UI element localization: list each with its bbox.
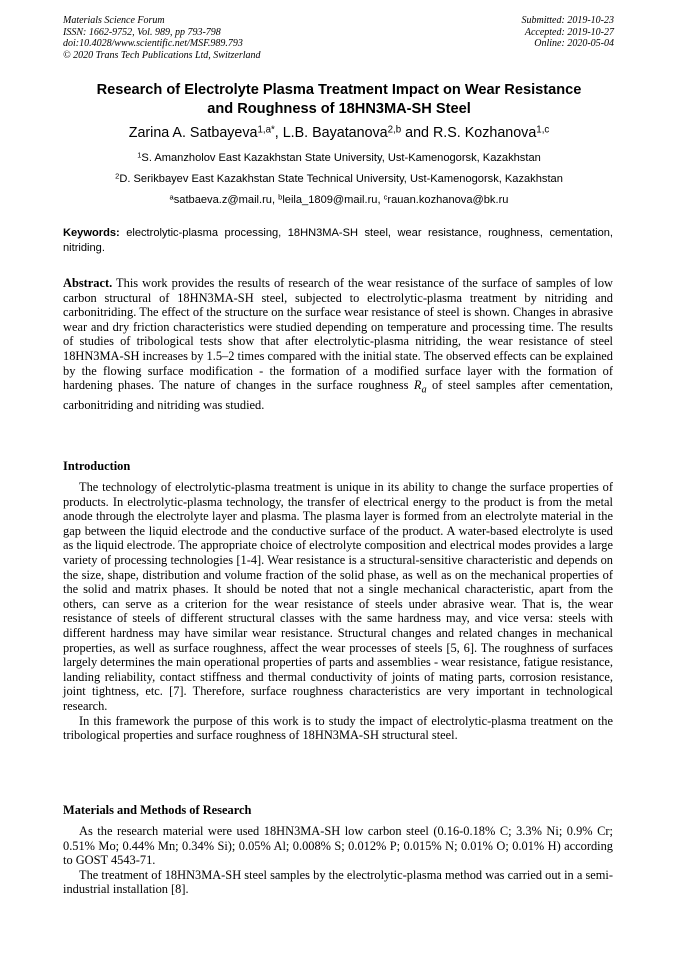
email-c: rauan.kozhanova@bk.ru — [387, 194, 509, 206]
introduction-paragraph-2: In this framework the purpose of this work is to study the impact of electrolytic-plasma treatment on the tribological properties and surface roughness of 18HN3MA-SH structural steel. — [63, 713, 613, 743]
author-2-affiliation-mark: 2,b — [387, 124, 402, 136]
journal-issn: ISSN: 1662-9752, Vol. 989, pp 793-798 — [63, 26, 221, 38]
introduction-body — [63, 480, 613, 743]
author-separator-1: , — [274, 125, 283, 141]
abstract — [63, 276, 613, 413]
author-1-name: Zarina A. Satbayeva — [128, 125, 258, 141]
submission-dates — [522, 15, 615, 50]
keywords-text: electrolytic-plasma processing, 18HN3MA-SH steel, wear resistance, roughness, cementation, nitriding. — [63, 227, 613, 254]
materials-paragraph-1: As the research material were used 18HN3MA-SH low carbon steel (0.16-0.18% C; 3.3% Ni; 0.9% Cr; 0.51% Mo; 0.44% Mn; 0.34% Si); 0.05% Al; 0.008% S; 0.012% P; 0.015% N; 0.01% O; 0.01% H) according to GOST 4543-71. — [63, 824, 613, 868]
author-3-affiliation-mark: 1,c — [536, 124, 550, 136]
materials-paragraph-2: The treatment of 18HN3MA-SH steel samples by the electrolytic-plasma method was carried out in a semi-industrial installation [8]. — [63, 867, 613, 897]
affiliation-2-mark: 2 — [115, 171, 120, 181]
email-a-mark: a — [169, 192, 174, 202]
title-line-2: and Roughness of 18HN3MA-SH Steel — [207, 101, 471, 117]
journal-info — [63, 15, 261, 61]
abstract-text-1: This work provides the results of research of the wear resistance of the surface of samples of low carbon structural of 18HN3MA-SH steel, subjected to electrolytic-plasma treatment by nitriding and carbonitriding. The effect of the structure on the surface wear resistance of steel is shown. Changes in abrasive wear and dry friction characteristics were studied depending on temperature and processing time. The results of studies of tribological tests show that after electrolytic-plasma nitriding, the wear resistance of steel 18HN3MA-SH increases by 1.5–2 times compared with the initial state. The observed effects can be explained by the flowing surface modification - the formation of a modified surface layer with the formation of hardening phases. The nature of changes in the surface roughness — [63, 276, 613, 393]
date-accepted: Accepted: 2019-10-27 — [524, 26, 614, 38]
affiliation-2-text: D. Serikbayev East Kazakhstan State Technical University, Ust-Kamenogorsk, Kazakhstan — [119, 173, 563, 185]
journal-copyright: © 2020 Trans Tech Publications Ltd, Switzerland — [63, 49, 261, 61]
author-list — [40, 124, 638, 142]
journal-name: Materials Science Forum — [63, 15, 165, 26]
author-3-name: R.S. Kozhanova — [432, 125, 537, 141]
author-separator-2: and — [401, 125, 433, 141]
email-a: satbaeva.z@mail.ru, — [173, 194, 279, 206]
introduction-paragraph-1: The technology of electrolytic-plasma treatment is unique in its ability to change the surface properties of products. In electrolytic-plasma technology, the transfer of electrical energy to the product is from the metal anode through the electrolyte layer and plasma. The plasma layer is formed from an electrolyte material in the gap between the liquid electrode and the conductive surface of the product. A water-based electrolyte is used as the liquid electrode. The appropriate choice of electrolyte composition and electrical modes provides a large variety of processing technologies [1-4]. Wear resistance is a structural-sensitive characteristic and depends on the size, shape, distribution and volume fraction of the solid phase, as well as on the mechanical properties of the solid and matrix phases. It should be noted that not a single mechanical characteristic, apart from the others, can serve as a criterion for the wear resistance of steels under abrasive wear. That is, the wear resistance of steels of different structural classes with the same hardness may, and vice versa: steels with different hardness may have similar wear resistance. Structural changes and related changes in mechanical properties, as well as surface roughness, affect the wear processes of steels [5, 6]. The roughness of surfaces largely determines the main operational properties of parts and assemblies - wear resistance, fatigue resistance, landing reliability, contact stiffness and thermal conductivity of joints of mating parts, corrosion resistance, joint tightness, etc. [7]. Therefore, surface roughness characteristics are very important in technological research. — [63, 480, 613, 713]
keywords-label: Keywords: — [63, 227, 120, 239]
date-submitted: Submitted: 2019-10-23 — [521, 15, 614, 26]
email-c-mark: c — [383, 192, 388, 202]
affiliation-1-text: S. Amanzholov East Kazakhstan State University, Ust-Kamenogorsk, Kazakhstan — [141, 152, 541, 164]
paper-title — [40, 81, 638, 119]
keywords — [63, 226, 613, 255]
abstract-label: Abstract. — [63, 276, 113, 290]
roughness-subscript: a — [421, 384, 427, 396]
roughness-symbol: R — [413, 378, 422, 393]
author-1-affiliation-mark: 1,a* — [257, 124, 275, 136]
title-line-1: Research of Electrolyte Plasma Treatment Impact on Wear Resistance — [96, 82, 582, 98]
author-2-name: L.B. Bayatanova — [282, 125, 388, 141]
email-b-mark: b — [278, 192, 283, 202]
affiliation-1-mark: 1 — [137, 150, 142, 160]
introduction-heading: Introduction — [63, 459, 131, 473]
journal-doi: doi:10.4028/www.scientific.net/MSF.989.793 — [63, 38, 243, 49]
abstract-text-2: of steel samples after cementation, carbonitriding and nitriding was studied. — [63, 378, 613, 413]
affiliation-2 — [40, 172, 638, 186]
materials-heading: Materials and Methods of Research — [63, 803, 252, 817]
affiliation-1 — [40, 151, 638, 165]
email-b: leila_1809@mail.ru, — [282, 194, 384, 206]
date-online: Online: 2020-05-04 — [534, 38, 614, 49]
materials-body — [63, 824, 613, 897]
author-emails — [40, 193, 638, 207]
